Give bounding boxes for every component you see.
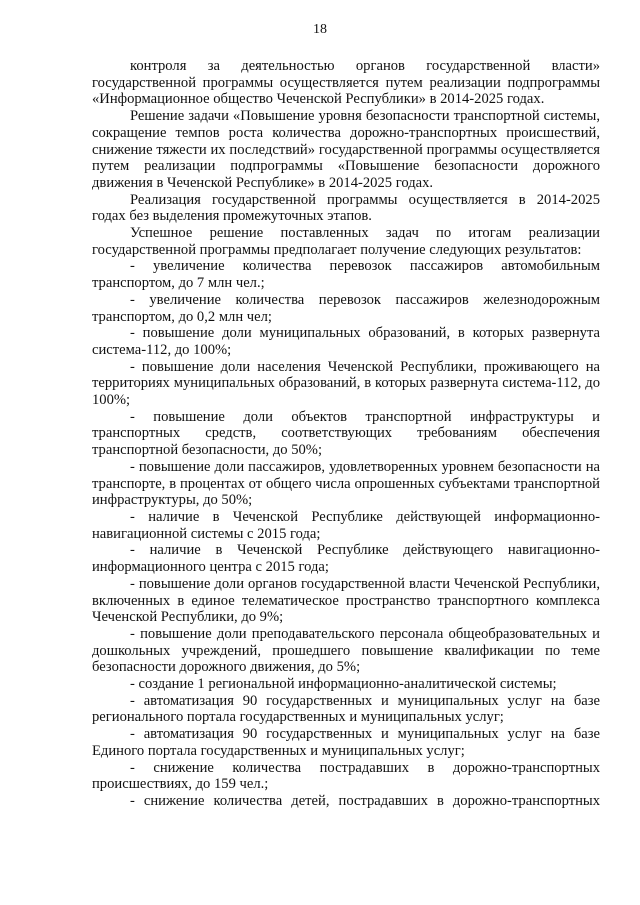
paragraph-expected-results: Успешное решение поставленных задач по итогам реализации государственной программы предполагает получение следующих результатов: xyxy=(92,225,600,258)
paragraph-intro-continuation: контроля за деятельностью органов государственной власти» государственной программы осуществляется путем реализации подпрограммы «Информационное общество Чеченской Республики» в 2014-2025 годах. xyxy=(92,58,600,108)
list-item: - увеличение количества перевозок пассажиров железнодорожным транспортом, до 0,2 млн чел; xyxy=(92,291,600,325)
list-item: - повышение доли преподавательского персонала общеобразовательных и дошкольных учреждений, прошедшего повышение квалификации по теме безопасности дорожного движения, до 5%; xyxy=(92,625,600,676)
list-item: - повышение доли населения Чеченской Республики, проживающего на территориях муниципальных образований, в которых развернута система-112, до 100%; xyxy=(92,358,600,409)
list-item: - наличие в Чеченской Республике действующего навигационно-информационного центра с 2015 года; xyxy=(92,542,600,576)
list-item: - повышение доли объектов транспортной инфраструктуры и транспортных средств, соответствующих требованиям обеспечения транспортной безопасности, до 50%; xyxy=(92,408,600,459)
document-body xyxy=(92,58,600,810)
list-item: - повышение доли пассажиров, удовлетворенных уровнем безопасности на транспорте, в процентах от общего числа опрошенных субъектами транспортной инфраструктуры, до 50%; xyxy=(92,458,600,509)
list-item: - повышение доли органов государственной власти Чеченской Республики, включенных в единое телематическое пространство транспортного комплекса Чеченской Республики, до 9%; xyxy=(92,575,600,626)
list-item: - автоматизация 90 государственных и муниципальных услуг на базе Единого портала государственных и муниципальных услуг; xyxy=(92,726,600,759)
list-item: - снижение количества детей, пострадавших в дорожно-транспортных xyxy=(130,792,600,809)
list-item: - снижение количества пострадавших в дорожно-транспортных происшествиях, до 159 чел.; xyxy=(92,759,600,793)
paragraph-transport-safety-task: Решение задачи «Повышение уровня безопасности транспортной системы, сокращение темпов роста количества дорожно-транспортных происшествий, снижение тяжести их последствий» государственной программы осуществляется путем реализации подпрограммы «Повышение безопасности дорожного движения в Чеченской Республике» в 2014-2025 годах. xyxy=(92,108,600,191)
list-item: - увеличение количества перевозок пассажиров автомобильным транспортом, до 7 млн чел.; xyxy=(92,258,600,292)
list-item: - создание 1 региональной информационно-аналитической системы; xyxy=(130,676,557,693)
list-item: - наличие в Чеченской Республике действующей информационно-навигационной системы с 2015 года; xyxy=(92,508,600,542)
paragraph-implementation-period: Реализация государственной программы осуществляется в 2014-2025 годах без выделения промежуточных этапов. xyxy=(92,191,600,225)
list-item: - автоматизация 90 государственных и муниципальных услуг на базе регионального портала государственных и муниципальных услуг; xyxy=(92,692,600,726)
list-item: - повышение доли муниципальных образований, в которых развернута система-112, до 100%; xyxy=(92,325,600,358)
page-number: 18 xyxy=(313,22,327,37)
